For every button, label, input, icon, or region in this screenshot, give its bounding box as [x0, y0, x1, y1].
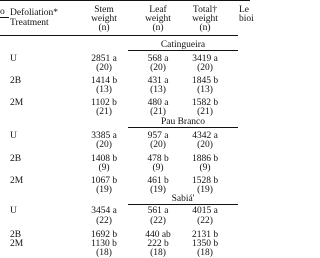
table-cell-total: (22) — [197, 216, 213, 226]
table-cell-total: (9) — [199, 163, 211, 173]
header-leaf-line2: weight — [145, 14, 171, 24]
table-cell-total: 1350 b — [191, 239, 219, 249]
header-stem-line3: (n) — [98, 23, 110, 33]
header-leaf-line1: Leaf — [149, 5, 167, 15]
table-cell-leaf: (19) — [150, 185, 166, 195]
table-cell-leaf: 431 a — [147, 76, 169, 86]
section-title: Sabiá' — [171, 194, 195, 204]
table-cell-leaf: 461 b — [147, 176, 169, 186]
left-edge-fragment: o — [0, 7, 5, 17]
table-cell-total: (13) — [197, 85, 213, 95]
table-cell-treatment: 2B — [10, 230, 22, 240]
table-cell-stem: 2851 a — [91, 54, 117, 64]
table-cell-stem: 1692 b — [90, 230, 118, 240]
table-cell-total: 4342 a — [192, 131, 218, 141]
table-cell-stem: 1408 b — [90, 154, 118, 164]
section-title: Pau Branco — [160, 117, 206, 127]
table-cell-treatment: 2B — [10, 76, 22, 86]
table-cell-total: 2131 b — [191, 230, 219, 240]
table-cell-stem: 1130 b — [91, 239, 117, 249]
table-cell-treatment: 2M — [10, 98, 24, 108]
table-cell-stem: 3385 a — [91, 131, 117, 141]
table-cell-leaf: (9) — [152, 163, 164, 173]
table-cell-treatment: U — [10, 54, 17, 64]
table-cell-leaf: 478 b — [147, 154, 169, 164]
table-cell-stem: (20) — [96, 63, 112, 73]
table-cell-total: 1528 b — [191, 176, 219, 186]
table-cell-total: 4015 a — [192, 206, 218, 216]
table-cell-leaf: 440 ab — [145, 230, 171, 240]
table-cell-leaf: (20) — [150, 63, 166, 73]
section-rule — [128, 127, 238, 128]
table-cell-leaf: 568 a — [147, 54, 169, 64]
header-defoliation: Defoliation* — [10, 8, 59, 18]
left-margin-tick — [0, 17, 9, 18]
table-cell-leaf: (20) — [150, 140, 166, 150]
table-cell-treatment: 2B — [10, 154, 22, 164]
table-cell-total: 1845 b — [191, 76, 219, 86]
table-cell-total: (18) — [197, 248, 213, 258]
header-total-line2: weight — [192, 14, 218, 24]
section-title: Catingueira — [160, 40, 206, 50]
table-cell-stem: (19) — [96, 185, 112, 195]
table-cell-total: (21) — [197, 107, 213, 117]
table-cell-leaf: (13) — [150, 85, 166, 95]
table-cell-stem: (20) — [96, 140, 112, 150]
table-cell-leaf: (22) — [150, 216, 166, 226]
table-cell-stem: 1067 b — [90, 176, 118, 186]
table-cell-leaf: 561 a — [147, 206, 169, 216]
table-cell-total: 1886 b — [191, 154, 219, 164]
table-cell-total: (20) — [197, 63, 213, 73]
table-cell-stem: 1414 b — [90, 76, 118, 86]
header-stem-line1: Stem — [94, 5, 114, 15]
table-cell-leaf: 222 b — [147, 239, 169, 249]
table-cell-leaf: (21) — [150, 107, 166, 117]
table-cell-treatment: 2M — [10, 239, 24, 249]
section-rule — [128, 204, 238, 205]
table-cell-total: (19) — [197, 185, 213, 195]
header-bottom-rule — [0, 35, 238, 36]
header-cut-line2: bioi — [239, 14, 254, 24]
table-cell-stem: 3454 a — [91, 206, 117, 216]
table-cell-leaf: 480 a — [147, 98, 169, 108]
table-cell-stem: (18) — [96, 248, 112, 258]
header-cut-line1: Le — [239, 5, 250, 15]
header-leaf-line3: (n) — [152, 23, 164, 33]
section-rule — [128, 50, 238, 51]
table-cell-stem: 1102 b — [91, 98, 117, 108]
table-cell-total: 3419 a — [192, 54, 218, 64]
table-cell-treatment: U — [10, 206, 17, 216]
table-cell-treatment: 2M — [10, 176, 24, 186]
header-stem-line2: weight — [91, 14, 117, 24]
table-cell-leaf: (18) — [150, 248, 166, 258]
table-cell-treatment: U — [10, 131, 17, 141]
table-top-rule — [0, 0, 250, 1]
table-cell-stem: (9) — [98, 163, 110, 173]
table-cell-leaf: 957 a — [147, 131, 169, 141]
table-cell-stem: (13) — [96, 85, 112, 95]
header-treatment: Treatment — [10, 18, 49, 28]
header-total-line3: (n) — [199, 23, 211, 33]
table-cell-total: 1582 b — [191, 98, 219, 108]
table-cell-stem: (21) — [96, 107, 112, 117]
header-total-line1: Total† — [192, 5, 218, 15]
table-cell-total: (20) — [197, 140, 213, 150]
table-cell-stem: (22) — [96, 216, 112, 226]
